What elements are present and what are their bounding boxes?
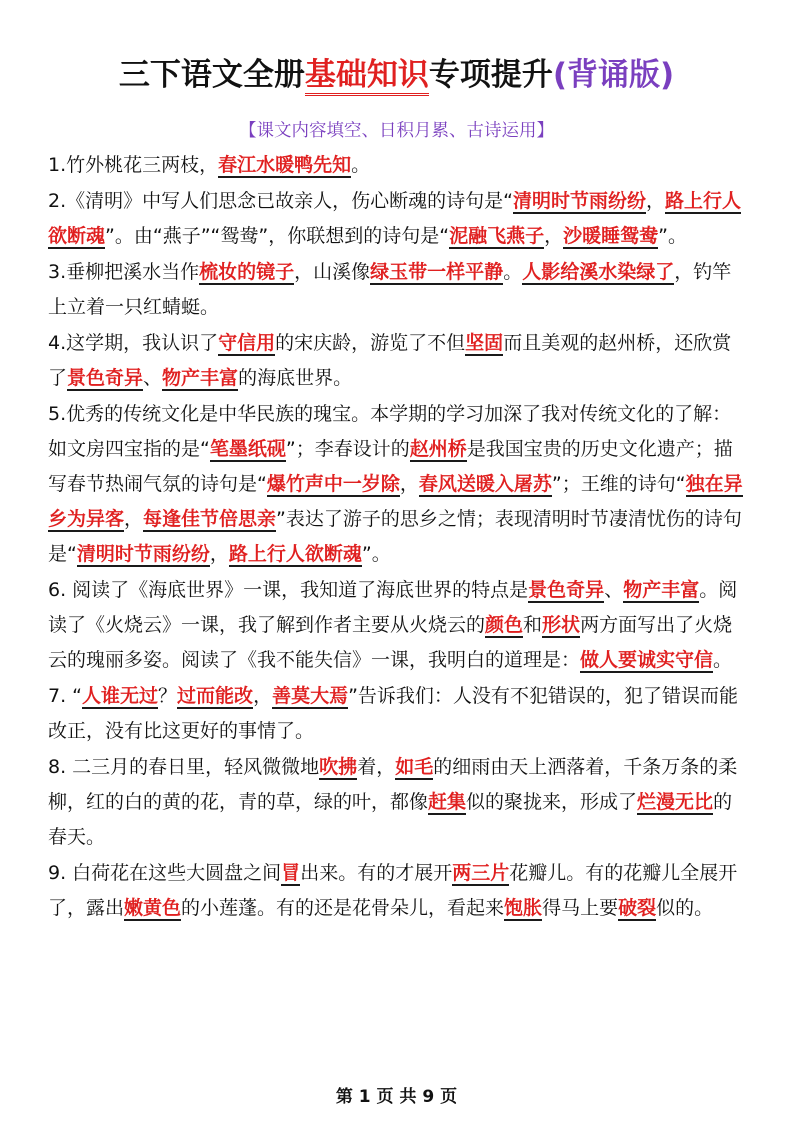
answer-text: 人谁无过: [82, 685, 159, 707]
question-text: 6. 阅读了《海底世界》一课，我知道了海底世界的特点是: [48, 579, 529, 601]
question-item-2: [48, 184, 748, 254]
question-text: 的春天。: [48, 791, 733, 848]
question-text: 。: [351, 154, 371, 176]
answer-text: 饱胀: [504, 897, 543, 919]
answer-text: 坚固: [465, 332, 504, 354]
answer-text: 赶集: [428, 791, 467, 813]
answer-text: 清明时节雨纷纷: [76, 543, 210, 565]
question-text: ，: [544, 225, 564, 247]
question-text: 得马上要: [542, 897, 619, 919]
question-text: ”。: [361, 543, 391, 565]
answer-text: 春风送暖入屠苏: [418, 473, 552, 495]
title-version: (背诵版): [552, 57, 675, 93]
subtitle: 【课文内容填空、日积月累、古诗运用】: [239, 121, 554, 141]
question-text: ，山溪像: [294, 261, 371, 283]
question-text: 出来。有的才展开: [300, 862, 453, 884]
answer-text: 绿玉带一样平静: [370, 261, 504, 283]
question-text: ，钓竿上立着一只红蜻蜓。: [48, 261, 732, 318]
question-text: 花瓣儿。有的花瓣儿全展开了，露出: [48, 862, 738, 919]
question-text: 5.优秀的传统文化是中华民族的瑰宝。本学期的学习加深了我对传统文化的了解：如文房四宝指的是“: [48, 403, 732, 460]
answer-text: 爆竹声中一岁除: [266, 473, 400, 495]
question-text: ？: [158, 685, 178, 707]
question-text: 3.垂柳把溪水当作: [48, 261, 200, 283]
answer-text: 路上行人欲断魂: [228, 543, 362, 565]
answer-text: 形状: [542, 614, 581, 636]
question-text: 似的聚拢来，形成了: [466, 791, 638, 813]
question-item-6: [48, 573, 748, 678]
question-text: ”。: [658, 225, 687, 247]
question-text: 着，: [357, 756, 396, 778]
question-text: 8. 二三月的春日里，轻风微微地: [48, 756, 320, 778]
answer-text: 善莫大焉: [272, 685, 349, 707]
answer-text: 如毛: [395, 756, 434, 778]
answer-text: 每逢佳节倍思亲: [143, 508, 277, 530]
question-item-5: [48, 397, 748, 572]
question-item-3: [48, 255, 748, 325]
answer-text: 春江水暖鸭先知: [218, 154, 352, 176]
question-text: 是我国宝贵的历史文化遗产；描写春节热闹气氛的诗句是“: [48, 438, 733, 495]
question-item-4: [48, 326, 748, 396]
question-text: 的宋庆龄，游览了不但: [275, 332, 466, 354]
question-text: ，: [124, 508, 144, 530]
title-highlight: 基础知识: [305, 57, 429, 96]
question-item-7: [48, 679, 748, 749]
title-middle: 专项提升: [428, 57, 553, 93]
question-text: 而且美观的赵州桥，还欣赏了: [48, 332, 732, 389]
question-text: 两方面写出了火烧云的瑰丽多姿。阅读了《我不能失信》一课，我明白的道理是：: [48, 614, 733, 671]
answer-text: 过而能改: [177, 685, 254, 707]
answer-text: 清明时节雨纷纷: [512, 190, 646, 212]
answer-text: 破裂: [618, 897, 657, 919]
answer-text: 物产丰富: [162, 367, 239, 389]
answer-text: 烂漫无比: [637, 791, 714, 813]
question-text: ，: [646, 190, 666, 212]
answer-text: 两三片: [452, 862, 510, 884]
page-footer: 第 1 页 共 9 页: [335, 1087, 458, 1107]
question-text: 的海底世界。: [238, 367, 353, 389]
answer-text: 吹拂: [319, 756, 358, 778]
question-text: 7. “: [48, 685, 83, 707]
question-text: 、: [604, 579, 624, 601]
question-text: ”表达了游子的思乡之情；表现清明时节凄清忧伤的诗句是“: [48, 508, 742, 565]
answer-text: 做人要诚实守信: [580, 649, 714, 671]
answer-text: 景色奇异: [528, 579, 605, 601]
answer-text: 沙暖睡鸳鸯: [563, 225, 659, 247]
question-text: ”。由“燕子”“鸳鸯”，你联想到的诗句是“: [105, 225, 450, 247]
question-text: ”告诉我们：人没有不犯错误的，犯了错误而能改正，没有比这更好的事情了。: [48, 685, 738, 742]
answer-text: 颜色: [485, 614, 524, 636]
question-text: ，: [209, 543, 229, 565]
question-item-8: [48, 750, 748, 855]
question-text: 的小莲蓬。有的还是花骨朵儿，看起来: [181, 897, 505, 919]
answer-text: 冒: [281, 862, 301, 884]
title-prefix: 三下语文全册: [118, 57, 305, 93]
answer-text: 物产丰富: [623, 579, 700, 601]
answer-text: 人影给溪水染绿了: [522, 261, 675, 283]
question-text: ”；王维的诗句“: [551, 473, 686, 495]
question-text: 。: [713, 649, 733, 671]
question-text: 的细雨由天上洒落着，千条万条的柔柳，红的白的黄的花，青的草，绿的叶，都像: [48, 756, 738, 813]
question-text: ，: [253, 685, 273, 707]
question-text: 似的。: [656, 897, 714, 919]
question-text: 和: [523, 614, 543, 636]
question-text: 、: [143, 367, 163, 389]
question-text: 4.这学期，我认识了: [48, 332, 219, 354]
answer-text: 梳妆的镜子: [199, 261, 295, 283]
answer-text: 独在异乡为异客: [48, 473, 743, 530]
answer-text: 守信用: [218, 332, 276, 354]
document-body: [48, 148, 748, 927]
question-item-1: [48, 148, 748, 183]
question-text: ，: [399, 473, 419, 495]
answer-text: 嫩黄色: [124, 897, 182, 919]
answer-text: 笔墨纸砚: [209, 438, 286, 460]
question-text: 2.《清明》中写人们思念已故亲人，伤心断魂的诗句是“: [48, 190, 513, 212]
answer-text: 赵州桥: [409, 438, 467, 460]
question-item-9: [48, 856, 748, 926]
answer-text: 景色奇异: [67, 367, 144, 389]
answer-text: 路上行人欲断魂: [48, 190, 742, 247]
question-text: 。: [503, 261, 523, 283]
answer-text: 泥融飞燕子: [449, 225, 545, 247]
question-text: 。阅读了《火烧云》一课，我了解到作者主要从火烧云的: [48, 579, 738, 636]
question-text: 1.竹外桃花三两枝，: [48, 154, 219, 176]
question-text: 9. 白荷花在这些大圆盘之间: [48, 862, 282, 884]
page-title: [0, 52, 793, 98]
question-text: ”；李春设计的: [285, 438, 410, 460]
